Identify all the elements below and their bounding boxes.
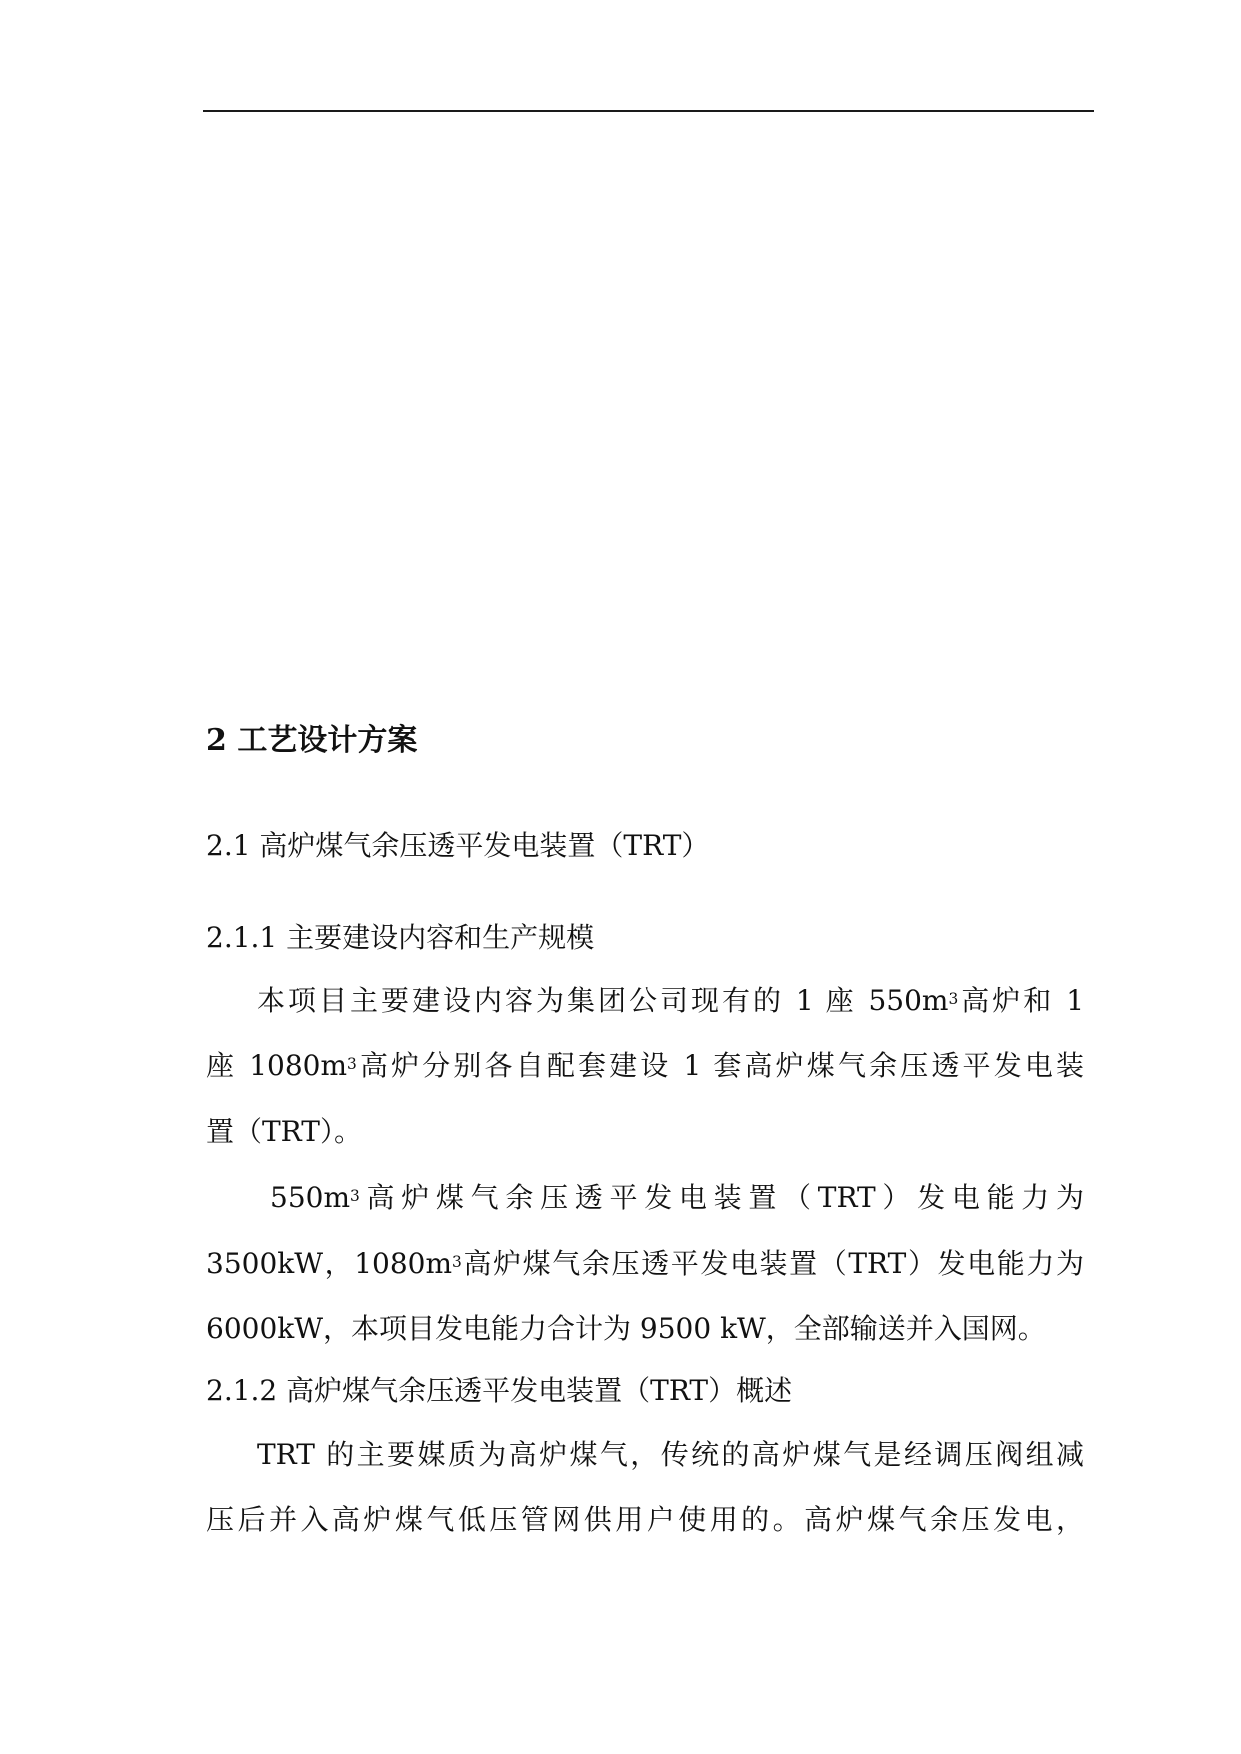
header-rule xyxy=(203,110,1094,112)
paragraph-line: 置（TRT）。 xyxy=(206,1115,362,1148)
paragraph-line: 压后并入高炉煤气低压管网供用户使用的。高炉煤气余压发电， xyxy=(206,1503,1084,1536)
superscript: 3 xyxy=(350,1186,360,1205)
text-span: 3500kW，1080m xyxy=(206,1247,453,1280)
paragraph-line xyxy=(206,1246,1084,1282)
section-heading-2-1-2: 2.1.2 高炉煤气余压透平发电装置（TRT）概述 xyxy=(206,1374,793,1407)
paragraph-line xyxy=(270,1180,1084,1216)
text-span: 高炉煤气余压透平发电装置（TRT）发电能力为 xyxy=(461,1247,1084,1280)
superscript: 3 xyxy=(347,1054,357,1073)
text-span: 高炉煤气余压透平发电装置（TRT）发电能力为 xyxy=(359,1181,1084,1214)
paragraph-line xyxy=(206,1048,1084,1084)
text-span: 高炉分别各自配套建设 1 套高炉煤气余压透平发电装 xyxy=(356,1049,1084,1082)
superscript: 3 xyxy=(948,989,959,1008)
paragraph-line: 6000kW，本项目发电能力合计为 9500 kW，全部输送并入国网。 xyxy=(206,1312,1046,1345)
paragraph-line: TRT 的主要媒质为高炉煤气，传统的高炉煤气是经调压阀组减 xyxy=(257,1438,1084,1471)
text-span: 高炉和 1 xyxy=(958,984,1085,1017)
superscript: 3 xyxy=(452,1252,462,1271)
paragraph-line xyxy=(257,983,1084,1019)
text-span: 本项目主要建设内容为集团公司现有的 1 座 550m xyxy=(257,984,949,1017)
section-heading-2-1: 2.1 高炉煤气余压透平发电装置（TRT） xyxy=(206,829,710,862)
text-span: 550m xyxy=(270,1181,350,1214)
chapter-title: 2 工艺设计方案 xyxy=(206,723,418,758)
text-span: 座 1080m xyxy=(206,1049,348,1082)
section-heading-2-1-1: 2.1.1 主要建设内容和生产规模 xyxy=(206,921,595,954)
